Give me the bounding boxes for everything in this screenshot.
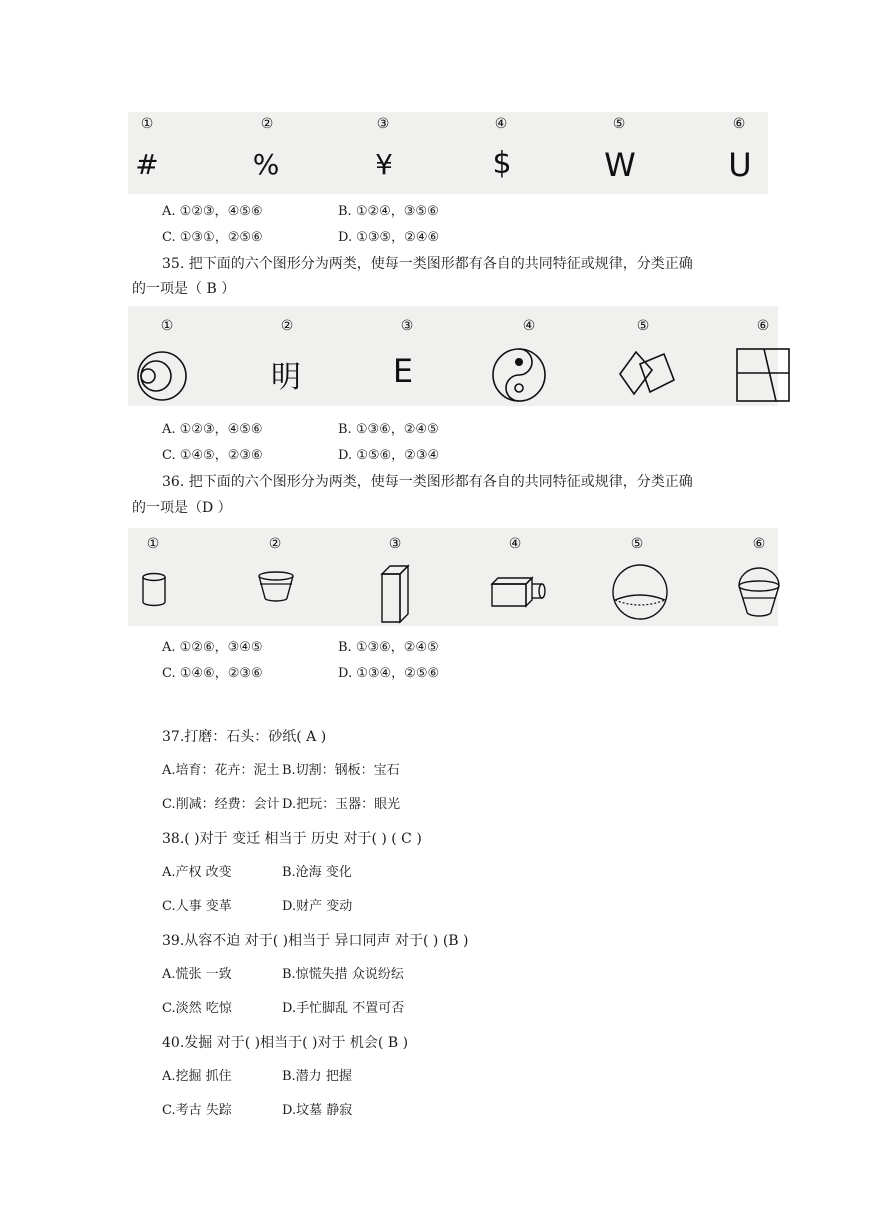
q34-symbol-dollar: $ (492, 146, 512, 181)
q34-marker-1: ① (140, 116, 154, 132)
q35-marker-2: ② (280, 318, 294, 334)
q36-fig-cylinder (140, 572, 168, 608)
q34-symbol-yen: ¥ (375, 148, 393, 181)
q35-stem-line2: 的一项是（ B ） (132, 281, 236, 297)
q36-fig-bowl (734, 564, 784, 620)
q38-option-b: B.沧海 变化 (282, 865, 352, 880)
q38-option-c: C.人事 变革 (162, 899, 232, 914)
q34-figure-strip (128, 112, 768, 194)
q40-option-d: D.坟墓 静寂 (282, 1103, 353, 1118)
q34-option-a: A. ①②③，④⑤⑥ (162, 204, 263, 219)
q36-marker-5: ⑤ (630, 536, 644, 552)
q38-option-a: A.产权 改变 (162, 865, 232, 880)
q39-stem: 39.从容不迫 对于( )相当于 异口同声 对于( ) (B ) (162, 933, 469, 949)
q36-marker-3: ③ (388, 536, 402, 552)
q36-stem-line2: 的一项是（D ） (132, 500, 232, 516)
q35-fig-yin-yang (490, 346, 548, 404)
q35-option-a: A. ①②③，④⑤⑥ (162, 422, 263, 437)
q36-option-b: B. ①③⑥，②④⑤ (338, 640, 439, 655)
q39-option-c: C.淡然 吃惊 (162, 1001, 232, 1016)
q39-option-a: A.慌张 一致 (162, 967, 232, 982)
q34-option-c: C. ①③①，②⑤⑥ (162, 230, 263, 245)
q38-option-d: D.财产 变动 (282, 899, 353, 914)
q40-option-c: C.考古 失踪 (162, 1103, 232, 1118)
q40-option-a: A.挖掘 抓住 (162, 1069, 232, 1084)
q35-marker-4: ④ (522, 318, 536, 334)
q36-marker-1: ① (146, 536, 160, 552)
q39-option-b: B.惊慌失措 众说纷纭 (282, 967, 404, 982)
q34-symbol-u: U (728, 146, 752, 184)
q34-symbol-w: W (604, 146, 636, 184)
q35-marker-6: ⑥ (756, 318, 770, 334)
q36-figure-strip (128, 528, 778, 626)
q40-option-b: B.潜力 把握 (282, 1069, 352, 1084)
q36-marker-6: ⑥ (752, 536, 766, 552)
q35-fig-nested-circles (134, 344, 194, 404)
q35-marker-1: ① (160, 318, 174, 334)
q36-fig-sphere-section (610, 562, 670, 622)
q36-stem-line1: 36. 把下面的六个图形分为两类，使每一类图形都有各自的共同特征或规律，分类正确 (162, 474, 693, 490)
q35-fig-character-ming: 明 (271, 360, 301, 395)
q35-stem-line1: 35. 把下面的六个图形分为两类，使每一类图形都有各自的共同特征或规律，分类正确 (162, 256, 693, 272)
q35-fig-divided-square (734, 346, 792, 404)
q36-fig-tall-box (378, 564, 412, 624)
q36-marker-4: ④ (508, 536, 522, 552)
q35-option-d: D. ①⑤⑥，②③④ (338, 448, 440, 463)
q34-symbol-hash: # (135, 148, 159, 181)
q35-marker-3: ③ (400, 318, 414, 334)
q36-fig-box-with-cylinder (490, 574, 548, 608)
q35-option-c: C. ①④⑤，②③⑥ (162, 448, 263, 463)
q39-option-d: D.手忙脚乱 不置可否 (282, 1001, 405, 1016)
q40-stem: 40.发掘 对于( )相当于( )对于 机会( B ) (162, 1035, 409, 1051)
q37-option-c: C.削减：经费：会计 (162, 797, 280, 812)
q36-marker-2: ② (268, 536, 282, 552)
q35-fig-letter-e: E (392, 352, 414, 390)
q37-option-d: D.把玩：玉器：眼光 (282, 797, 401, 812)
q36-option-c: C. ①④⑥，②③⑥ (162, 666, 263, 681)
q37-option-a: A.培育：花卉：泥土 (162, 763, 280, 778)
q35-marker-5: ⑤ (636, 318, 650, 334)
q34-marker-5: ⑤ (612, 116, 626, 132)
q36-option-a: A. ①②⑥，③④⑤ (162, 640, 263, 655)
q34-option-d: D. ①③⑤，②④⑥ (338, 230, 440, 245)
q34-marker-2: ② (260, 116, 274, 132)
q34-marker-4: ④ (494, 116, 508, 132)
q38-stem: 38.( )对于 变迁 相当于 历史 对于( ) ( C ) (162, 831, 422, 847)
q35-fig-overlapping-squares (614, 346, 680, 402)
q37-option-b: B.切割：钢板：宝石 (282, 763, 400, 778)
q34-option-b: B. ①②④，③⑤⑥ (338, 204, 439, 219)
q36-option-d: D. ①③④，②⑤⑥ (338, 666, 440, 681)
q35-figure-strip (128, 306, 778, 406)
q34-symbol-percent: % (252, 148, 280, 181)
q34-marker-6: ⑥ (732, 116, 746, 132)
q37-stem: 37.打磨：石头：砂纸( A ) (162, 729, 327, 745)
q36-fig-cup (256, 570, 296, 606)
q34-marker-3: ③ (376, 116, 390, 132)
q35-option-b: B. ①③⑥，②④⑤ (338, 422, 439, 437)
